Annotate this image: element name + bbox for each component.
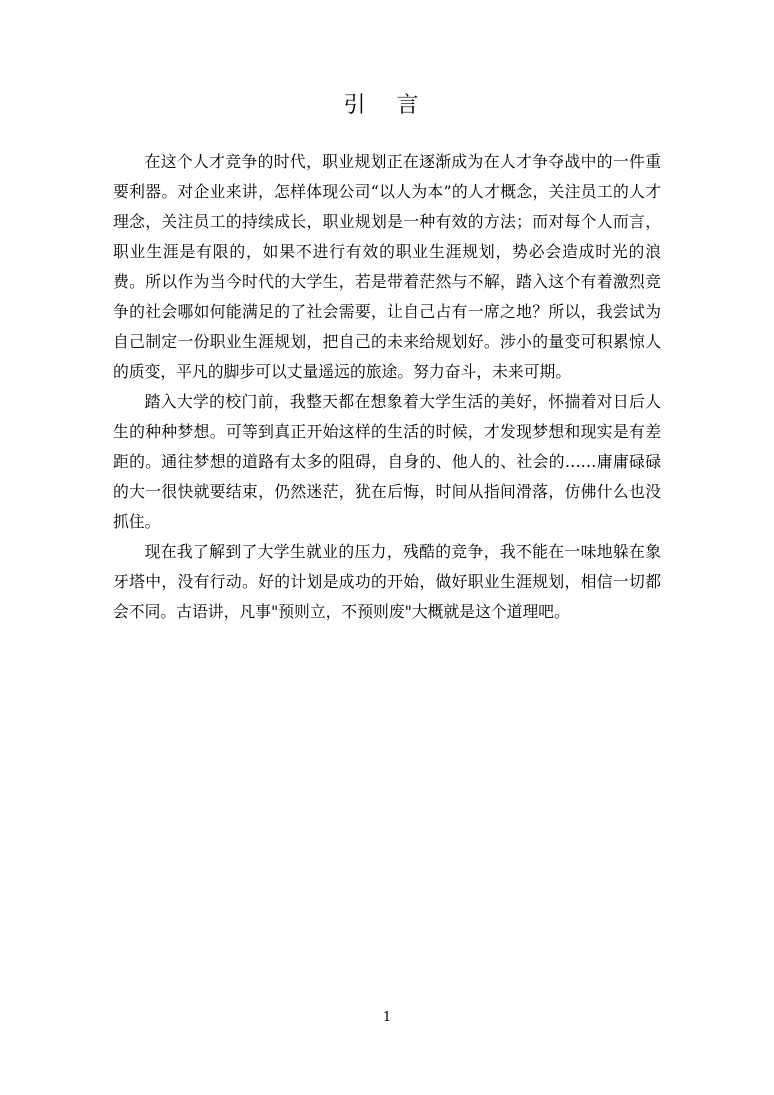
page-number: 1 [382, 1010, 392, 1025]
paragraph-2: 踏入大学的校门前，我整天都在想象着大学生活的美好，怀揣着对日后人生的种种梦想。可等到真正开始这样的生活的时候，才发现梦想和现实是有差距的。通往梦想的道路有太多的阻碍，自身的、他人的、社会的……庸庸碌碌的大一很快就要结束，仍然迷茫，犹在后悔，时间从指间滑落，仿佛什么也没抓住。 [113, 392, 661, 531]
paragraph-1: 在这个人才竞争的时代，职业规划正在逐渐成为在人才争夺战中的一件重要利器。对企业来讲，怎样体现公司“以人为本”的人才概念，关注员工的人才理念，关注员工的持续成长，职业规划是一种有效的方法；而对每个人而言，职业生涯是有限的，如果不进行有效的职业生涯规划，势必会造成时光的浪费。所以作为当今时代的大学生，若是带着茫然与不解，踏入这个有着激烈竞争的社会哪如何能满足的了社会需要，让自己占有一席之地？所以，我尝试为自己制定一份职业生涯规划，把自己的未来给规划好。涉小的量变可积累惊人的质变，平凡的脚步可以丈量遥远的旅途。努力奋斗，未来可期。 [113, 152, 661, 381]
page-title: 引 言 [343, 93, 431, 118]
document-body [113, 147, 661, 627]
paragraph-3: 现在我了解到了大学生就业的压力，残酷的竞争，我不能在一味地躲在象牙塔中，没有行动。好的计划是成功的开始，做好职业生涯规划，相信一切都会不同。古语讲，凡事"预则立，不预则废"大概就是这个道理吧。 [113, 542, 661, 621]
